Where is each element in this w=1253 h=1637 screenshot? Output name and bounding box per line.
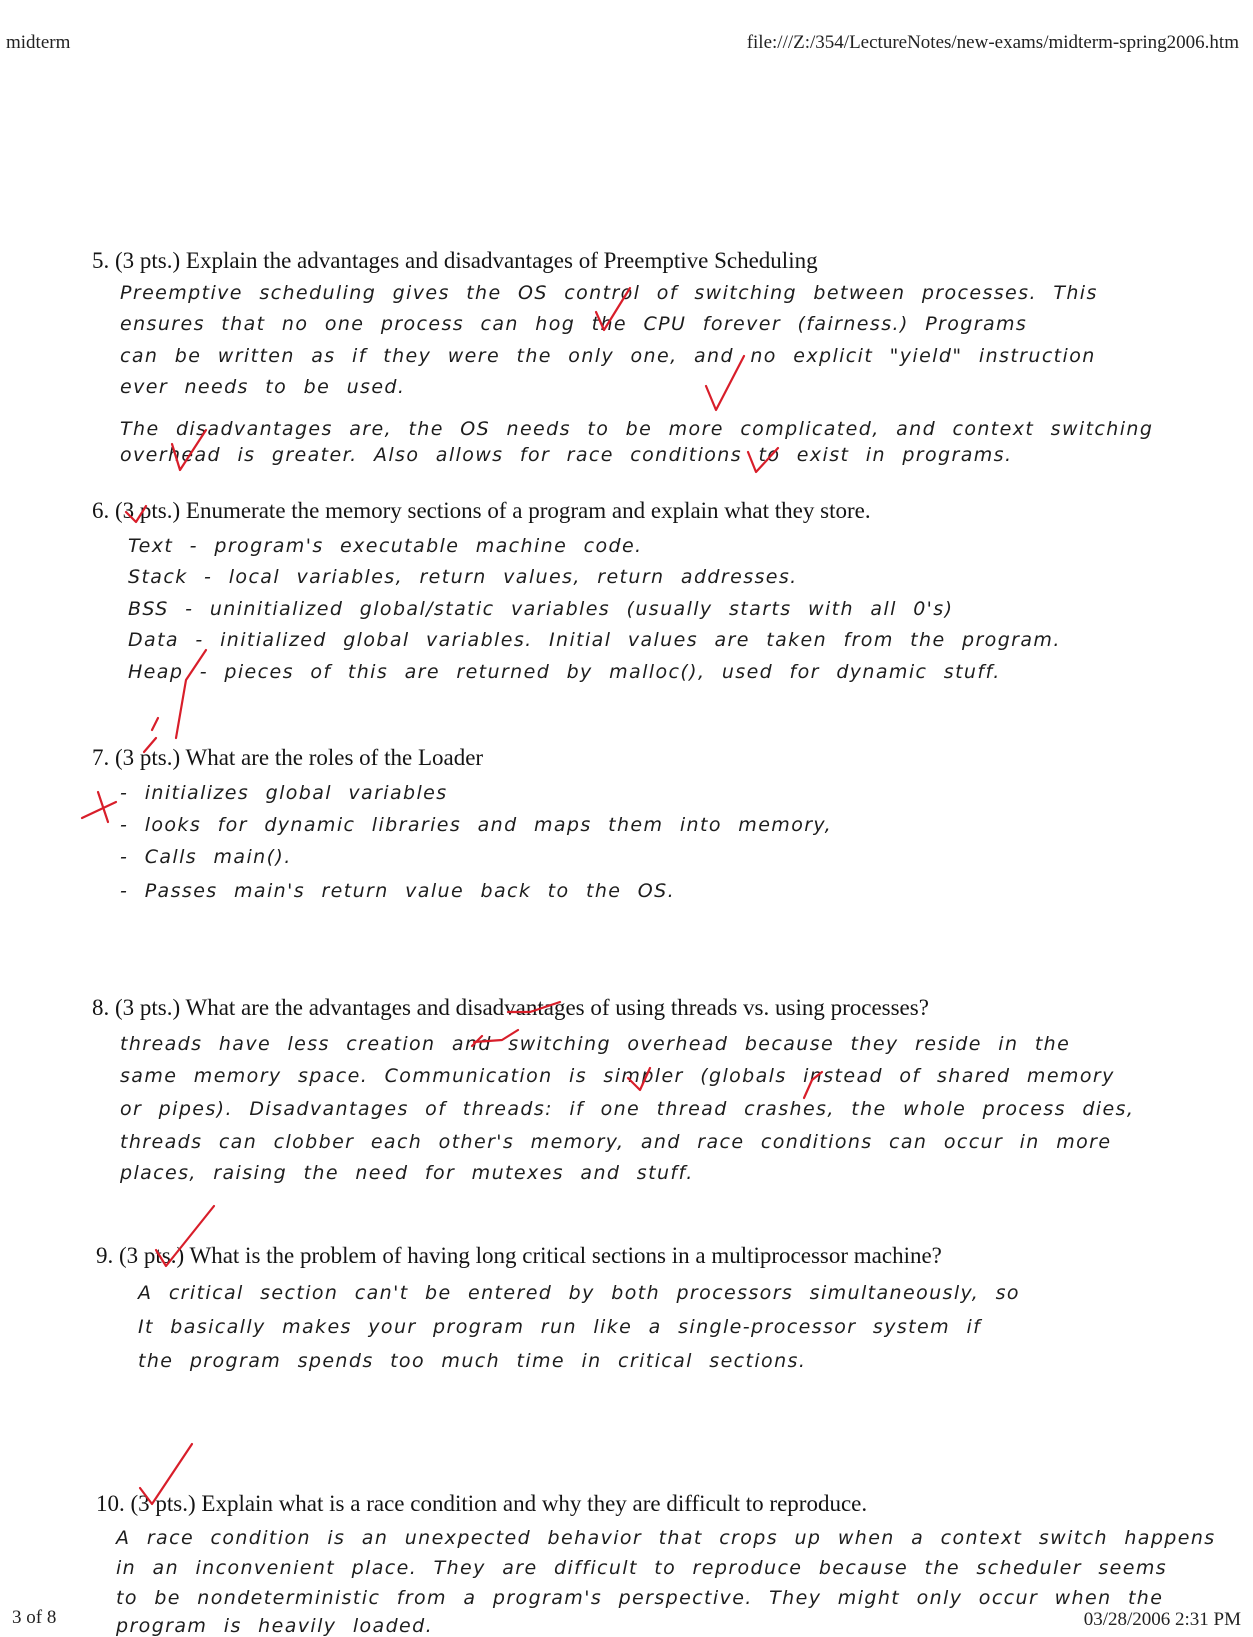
answer-line: - initializes global variables [120, 782, 448, 804]
answer-line: ever needs to be used. [120, 376, 406, 398]
question-9-prompt: 9. (3 pts.) What is the problem of having long critical sections in a multiprocessor machine? [96, 1243, 942, 1268]
error-mark-icon [82, 792, 116, 822]
question-6-prompt: 6. (3 pts.) Enumerate the memory sections of a program and explain what they store. [92, 498, 871, 523]
answer-line: A critical section can't be entered by both processors simultaneously, so [138, 1282, 1020, 1304]
answer-line: same memory space. Communication is simpler (globals instead of shared memory [120, 1065, 1115, 1087]
page-number: 3 of 8 [12, 1607, 57, 1628]
answer-line: program is heavily loaded. [116, 1615, 434, 1637]
answer-line: Stack - local variables, return values, return addresses. [128, 566, 798, 588]
answer-line: to be nondeterministic from a program's perspective. They might only occur when the [116, 1587, 1164, 1609]
answer-line: can be written as if they were the only one, and no explicit "yield" instruction [120, 345, 1096, 367]
answer-line: BSS - uninitialized global/static variables (usually starts with all 0's) [128, 598, 954, 620]
answer-line: or pipes). Disadvantages of threads: if one thread crashes, the whole process dies, [120, 1098, 1135, 1120]
answer-line: A race condition is an unexpected behavior that crops up when a context switch happens [116, 1527, 1216, 1549]
answer-line: threads can clobber each other's memory, and race conditions can occur in more [120, 1131, 1112, 1153]
answer-line: - looks for dynamic libraries and maps them into memory, [120, 814, 833, 836]
answer-line: - Calls main(). [120, 846, 292, 868]
answer-line: places, raising the need for mutexes and stuff. [120, 1162, 694, 1184]
answer-line: ensures that no one process can hog the CPU forever (fairness.) Programs [120, 313, 1028, 335]
answer-line: threads have less creation and switching overhead because they reside in the [120, 1033, 1071, 1055]
page-header-title: midterm [6, 32, 71, 53]
answer-line: The disadvantages are, the OS needs to be more complicated, and context switching [120, 418, 1154, 440]
print-timestamp: 03/28/2006 2:31 PM [1083, 1609, 1241, 1630]
page-header-url: file:///Z:/354/LectureNotes/new-exams/midterm-spring2006.htm [746, 32, 1239, 53]
answer-line: in an inconvenient place. They are difficult to reproduce because the scheduler seems [116, 1557, 1168, 1579]
answer-line: Text - program's executable machine code. [128, 535, 643, 557]
answer-line: Heap - pieces of this are returned by malloc(), used for dynamic stuff. [128, 661, 1001, 683]
answer-line: Data - initialized global variables. Initial values are taken from the program. [128, 629, 1061, 651]
answer-line: Preemptive scheduling gives the OS control of switching between processes. This [120, 282, 1098, 304]
question-8-prompt: 8. (3 pts.) What are the advantages and disadvantages of using threads vs. using processes? [92, 995, 929, 1020]
question-10-prompt: 10. (3 pts.) Explain what is a race condition and why they are difficult to reproduce. [96, 1491, 868, 1516]
answer-line: the program spends too much time in critical sections. [138, 1350, 807, 1372]
question-7-prompt: 7. (3 pts.) What are the roles of the Loader [92, 745, 484, 770]
answer-line: - Passes main's return value back to the OS. [120, 880, 676, 902]
question-5-prompt: 5. (3 pts.) Explain the advantages and disadvantages of Preemptive Scheduling [92, 248, 818, 273]
answer-line: It basically makes your program run like a single-processor system if [138, 1316, 982, 1338]
answer-line: overhead is greater. Also allows for race conditions to exist in programs. [120, 444, 1013, 466]
